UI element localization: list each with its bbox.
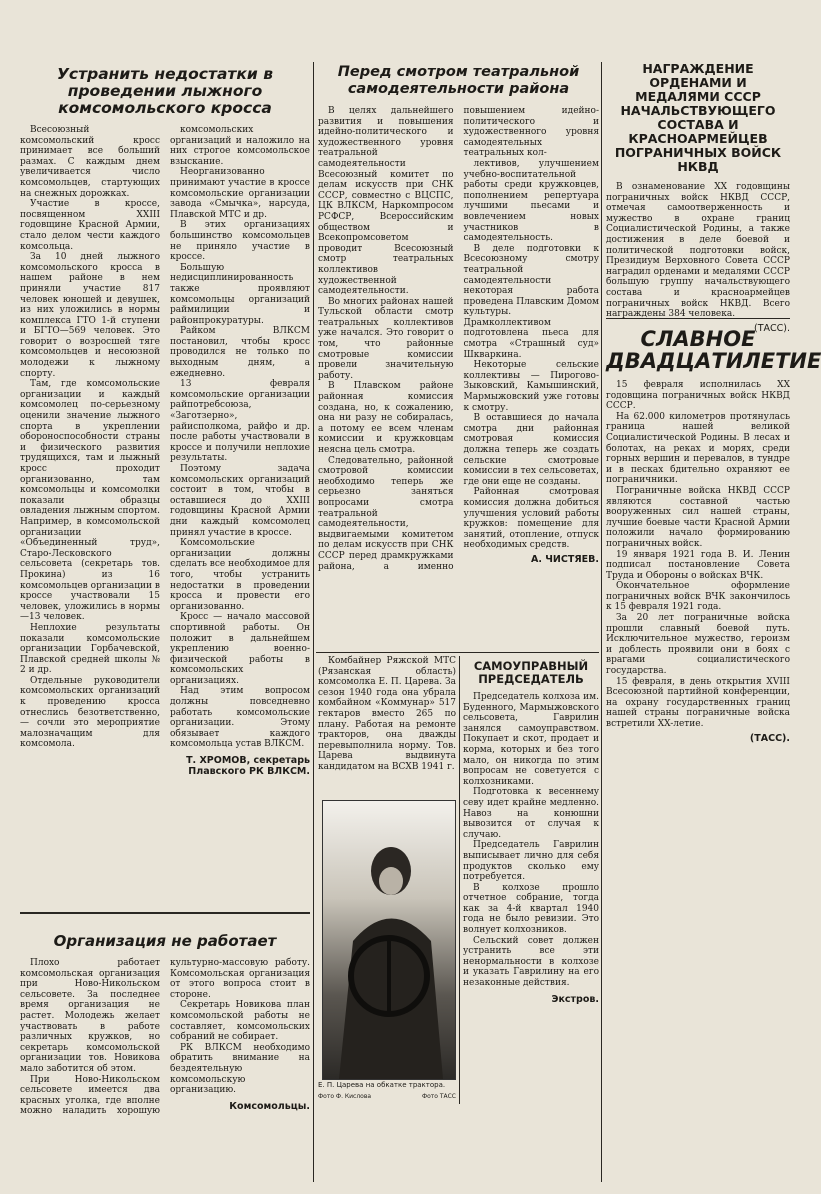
paragraph: Там, где комсомольские организации и каждый комсомолец по-серьезному оценили значение лыжного спорта в укреплении обороноспособности страны и физического развития трудящихся, там и лыжный кросс проходит организованно, там комсомольцы и комсомолки показали образцы овладения лыжным спортом. Например, в комсомольской организации «Объединенный труд», Старо-Лесковского сельсовета (секретарь тов. Прокина) из 16 комсомольцев организации в кроссе участвовали 15 человек, уложились в нормы—13 человек. xyxy=(20,379,160,623)
paragraph: лективов, улучшением учебно-воспитательной работы среди кружковцев, пополнением репертуара лучшими пьесами и вовлечением новых участников в самодеятельность. xyxy=(463,158,599,244)
paragraph: 15 февраля исполнилась XX годовщина пограничных войск НКВД СССР. xyxy=(606,380,790,412)
signature: Т. ХРОМОВ, секретарь Плавского РК ВЛКСМ. xyxy=(186,755,310,777)
paragraph: Поэтому задача комсомольских организаций состоит в том, чтобы в оставшиеся до XXIII годовщины Красной Армии дни каждый комсомолец принял участие в кроссе. xyxy=(170,464,310,538)
anniversary-article xyxy=(606,324,821,1186)
column-divider xyxy=(601,62,602,1182)
article-body xyxy=(20,958,310,1117)
section-divider xyxy=(459,656,460,1104)
paragraph: Плохо работает комсомольская организация при Ново-Никольском сельсовете. За последнее время организация не растет. Молодежь желает участвовать в работе различных кружков, но секретарь комсомольской организации тов. Новикова мало заботится об этом. xyxy=(20,958,160,1074)
paragraph: Сельский совет должен устранить все эти ненормальности в колхозе и указать Гаврилину на его незаконные действия. xyxy=(463,935,599,989)
paragraph: Председатель колхоза им. Буденного, Мармыжовского сельсовета, Гаврилин занялся самоуправством. Покупает и скот, продает и корма, которых и без того мало, он никогда по этим вопросам не советуется с колхозниками. xyxy=(463,692,599,787)
headline: САМОУПРАВНЫЙ ПРЕДСЕДАТЕЛЬ xyxy=(473,659,589,686)
paragraph: Кросс — начало массовой спортивной работы. Он положит в дальнейшем укреплению военно-физической работы в комсомольских организациях. xyxy=(170,612,310,686)
section-divider xyxy=(316,652,599,653)
paragraph: Комсомольские организации должны сделать все необходимое для того, чтобы устранить недостатки в проведении кросса и провести его организованно. xyxy=(170,538,310,612)
headline: Организация не работает xyxy=(53,932,277,950)
paragraph: 15 февраля, в день открытия XVIII Всесоюзной партийной конференции, на охрану государственных границ нашей страны пограничные войска встретили XX-летие. xyxy=(606,676,790,729)
paragraph: В ознаменование XX годовщины пограничных войск НКВД СССР, отмечая самоотверженность и мужество в охране границ Социалистической Родины, а также достижения в деле боевой и политической подготовки войск, Президиум Верховного Совета СССР наградил орденами и медалями СССР большую группу начальствующего состава и красноармейцев пограничных войск НКВД. Всего награждены 384 человека. xyxy=(606,182,790,320)
paragraph: Над этим вопросом должны повседневно работать комсомольские организации. Этому обязывает каждого комсомольца устав ВЛКСМ. xyxy=(170,686,310,750)
paragraph: При Ново-Никольском сельсовете имеется два красных уголка, где вполне можно наладить хорошую культурно-массовую работу. Комсомольская организация от этого вопроса стоит в стороне. xyxy=(20,958,310,1117)
paragraph: На 62.000 километров протянулась граница нашей великой Социалистической Родины. В лесах и болотах, на реках и морях, среди горных вершин и перевалов, в тундре и в песках бдительно охраняют ее пограничники. xyxy=(606,411,790,486)
paragraph: Пограничные войска НКВД СССР являются составной частью вооруженных сил нашей страны, лучшие боевые части Красной Армии положили начало формированию пограничных войск. xyxy=(606,485,790,549)
paragraph: Следовательно, районной смотровой комиссии необходимо теперь же серьезно заняться вопросами смотра театральной самодеятельности, выдвигаемыми комитетом по делам искусств при СНК СССР перед драмкружками района, а именно повышением идейно-политического и художественного уровня самодеятельных театральных кол- xyxy=(318,106,599,572)
paragraph: В Плавском районе районная комиссия создана, но, к сожалению, она ни разу не собиралась, а потому ее всем членам комиссии и кружковцам неясна цель смотра. xyxy=(318,381,454,455)
paragraph: Во многих районах нашей Тульской области смотр театральных коллективов уже начался. Это говорит о том, что районные смотровые комиссии провели значительную работу. xyxy=(318,296,454,381)
paragraph: В колхозе прошло отчетное собрание, тогда как за 4-й квартал 1940 года не было ревизии. Это волнует колхозников. xyxy=(463,882,599,936)
paragraph: За 20 лет пограничные войска прошли славный боевой путь. Исключительное мужество, героизм и доблесть проявили они в боях с врагами социалистического государства. xyxy=(606,613,790,677)
left-column xyxy=(20,125,160,777)
chairman-article xyxy=(463,660,599,1105)
awards-article xyxy=(606,61,790,334)
paragraph: Районная смотровая комиссия должна добиться улучшения условий работы кружков: помещение для занятий, отопление, отпуск необходимых средств. xyxy=(463,487,599,551)
paragraph: Неорганизованно принимают участие в кроссе комсомольские организации завода «Смычка», нарсуда, Плавской МТС и др. xyxy=(170,167,310,220)
theatre-article xyxy=(318,62,599,650)
photo-credit: Фото ТАСС xyxy=(421,1093,456,1100)
signature: Комсомольцы. xyxy=(229,1100,310,1112)
headline: НАГРАЖДЕНИЕ ОРДЕНАМИ И МЕДАЛЯМИ СССР НАЧАЛЬСТВУЮЩЕГО СОСТАВА И КРАСНОАРМЕЙЦЕВ ПОГРАНИЧНЫХ ВОЙСК НКВД xyxy=(614,61,782,174)
paragraph: Председатель Гаврилин выписывает лично для себя продуктов сколько ему потребуется. xyxy=(463,840,599,883)
photo-caption: Е. П. Царева на обкатке трактора. xyxy=(318,1081,446,1089)
column-divider xyxy=(313,62,314,1182)
paragraph: Большую недисциплинированность также проявляют комсомольцы организаций раймилиции и районпрокуратуры. xyxy=(170,262,310,326)
paragraph: В деле подготовки к Всесоюзному смотру театральной самодеятельности некоторая работа проведена Плавским Домом культуры. Драмколлективом подготовлена пьеса для смотра «Страшный суд» Шкваркина. xyxy=(463,243,599,360)
photo-image xyxy=(323,801,455,1079)
photo-text: Комбайнер Ряжской МТС (Рязанская область) комсомолка Е. П. Царева. За сезон 1940 года она убрала комбайном «Коммунар» 517 гектаров вместо 265 по плану. Работая на ремонте тракторов, она дважды перевыполнила норму. Тов. Царева выдвинута кандидатом на ВСХВ 1941 г. xyxy=(318,656,456,772)
paragraph: комсомольских организаций и наложило на них строгое комсомольское взыскание. xyxy=(170,125,310,167)
signature: А. ЧИСТЯЕВ. xyxy=(530,553,599,565)
paragraph: Некоторые сельские коллективы — Пирогово-Зыковский, Камышинский, Мармыжовский уже готовы к смотру. xyxy=(463,360,599,413)
paragraph: Секретарь Новикова план комсомольской работы не составляет, комсомольских собраний не собирает. xyxy=(170,1000,310,1043)
signature: Экстров. xyxy=(551,993,599,1005)
paragraph: Райком ВЛКСМ постановил, чтобы кросс проводился не только по выходным дням, а ежедневно. xyxy=(170,326,310,379)
photo-credit: Фото Ф. Кислова xyxy=(318,1093,372,1100)
headline: Устранить недостатки в проведении лыжного комсомольского кросса xyxy=(56,65,274,117)
section-divider xyxy=(20,912,310,914)
paragraph: В целях дальнейшего развития и повышения идейно-политического и художественного уровня театральной самодеятельности Всесоюзный комитет по делам искусств при СНК СССР, совместно с ВЦСПС, ЦК ВЛКСМ, Наркомпросом РСФСР, Всероссийским обществом и Всекопромсоветом проводит Всесоюзный смотр театральных коллективов художественной самодеятельности. xyxy=(318,106,454,297)
paragraph: РК ВЛКСМ необходимо обратить внимание на бездеятельную комсомольскую организацию. xyxy=(170,1042,310,1096)
paragraph: В оставшиеся до начала смотра дни районная смотровая комиссия должна теперь же создать сельские смотровые комиссии в тех сельсоветах, где они еще не созданы. xyxy=(463,413,599,487)
paragraph: 13 февраля комсомольские организации райпотребсоюза, «Заготзерно», райисполкома, райфо и др. после работы участвовали в кроссе и получили неплохие результаты. xyxy=(170,379,310,464)
paragraph: Подготовка к весеннему севу идет крайне медленно. Навоз на конюшни вывозится от случая к случаю. xyxy=(463,787,599,840)
paragraph: Окончательное оформление пограничных войск ВЧК закончилось к 15 февраля 1921 года. xyxy=(606,581,790,613)
paragraph: Отдельные руководители комсомольских организаций к проведению кросса отнеслись безответственно, — сочли это мероприятие малозначащим для комсомола. xyxy=(20,675,160,750)
paragraph: Всесоюзный комсомольский кросс принимает все больший размах. С каждым днем увеличивается число комсомольцев, стартующих на снежных дорожках. xyxy=(20,125,160,199)
paragraph: 19 января 1921 года В. И. Ленин подписал постановление Совета Труда и Обороны о войсках ВЧК. xyxy=(606,549,790,581)
article-body xyxy=(318,106,599,572)
source-tag: (ТАСС). xyxy=(753,322,790,334)
source-tag: (ТАСС). xyxy=(749,732,790,744)
headline: Перед смотром театральной самодеятельности района xyxy=(337,64,580,97)
right-column xyxy=(170,125,310,777)
tractor-photo xyxy=(322,800,456,1080)
paragraph: За 10 дней лыжного комсомольского кросса в нашем районе в нем приняли участие 817 человек юношей и девушек, из них уложились в нормы комплекса ГТО 1-й ступени и БГТО—569 человек. Это говорит о возросшей тяге комсомольцев и несоюзной молодежи к лыжному спорту. xyxy=(20,252,160,379)
organization-article xyxy=(20,920,310,1185)
paragraph: Участие в кроссе, посвященном XXIII годовщине Красной Армии, стало делом чести каждого комсольца. xyxy=(20,199,160,252)
paragraph: Неплохие результаты показали комсомольские организации Горбачевской, Плавской средней школы № 2 и др. xyxy=(20,622,160,676)
headline: СЛАВНОЕ ДВАДЦАТИЛЕТИЕ xyxy=(606,327,821,373)
kross-article xyxy=(20,62,310,912)
paragraph: В этих организациях большинство комсомольцев не приняло участие в кроссе. xyxy=(170,220,310,263)
